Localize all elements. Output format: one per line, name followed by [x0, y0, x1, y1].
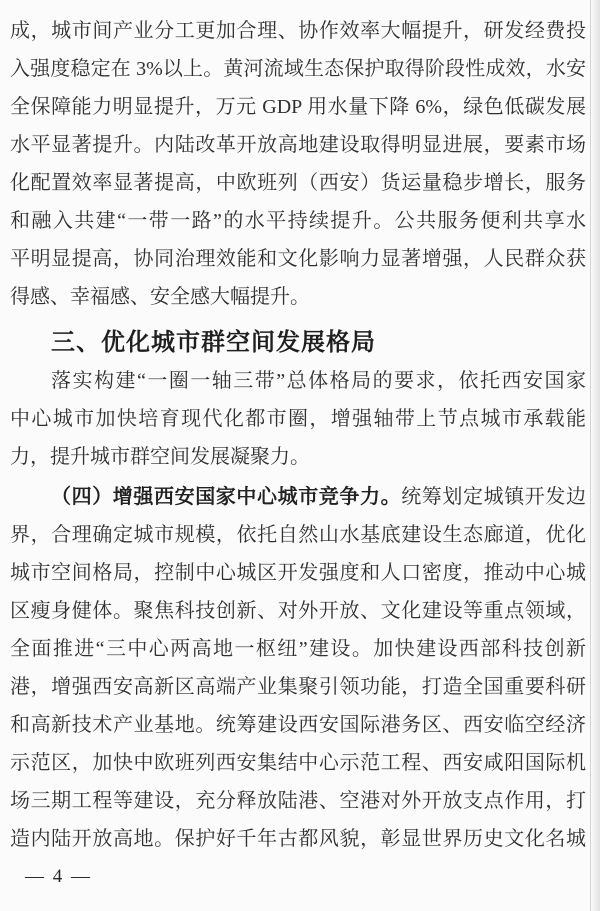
- p3-line-1-rest: 统筹划定城镇开发边: [401, 486, 586, 508]
- p3-line-4: 区瘦身健体。聚焦科技创新、对外开放、文化建设等重点领域，: [10, 600, 586, 622]
- p1-line-1: 成，城市间产业分工更加合理、协作效率大幅提升，研发经费投: [10, 20, 586, 42]
- p3-line-3: 城市空间格局，控制中心城区开发强度和人口密度，推动中心城: [10, 562, 586, 584]
- p2-line-1: 落实构建“一圈一轴三带”总体格局的要求，依托西安国家: [51, 370, 586, 392]
- p3-line-2: 界，合理确定城市规模，依托自然山水基底建设生态廊道，优化: [10, 524, 586, 546]
- p3-line-1: [10, 478, 586, 516]
- p3-line-5: 全面推进“三中心两高地一枢纽”建设。加快建设西部科技创新: [10, 638, 586, 660]
- p2-line-2: 中心城市加快培育现代化都市圈，增强轴带上节点城市承载能: [10, 408, 586, 430]
- p1-line-5: 化配置效率显著提高，中欧班列（西安）货运量稳步增长，服务: [10, 172, 586, 194]
- p1-line-3: 全保障能力明显提升，万元 GDP 用水量下降 6%，绿色低碳发展: [10, 96, 586, 118]
- p1-line-4: 水平显著提升。内陆改革开放高地建设取得明显进展，要素市场: [10, 134, 586, 156]
- section-heading: 三、优化城市群空间发展格局: [51, 329, 376, 356]
- p1-line-7: 平明显提高，协同治理效能和文化影响力显著增强，人民群众获: [10, 248, 586, 270]
- p1-line-8: 得感、幸福感、安全感大幅提升。: [10, 286, 310, 308]
- numbered-item-lead: （四）增强西安国家中心城市竞争力。: [51, 486, 402, 508]
- page-edge-shadow: [590, 0, 600, 911]
- p3-line-10: 造内陆开放高地。保护好千年古都风貌，彰显世界历史文化名城: [10, 828, 586, 850]
- p1-line-6: 和融入共建“一带一路”的水平持续提升。公共服务便利共享水: [10, 210, 586, 232]
- p3-line-7: 和高新技术产业基地。统筹建设西安国际港务区、西安临空经济: [10, 714, 586, 736]
- p3-line-6: 港，增强西安高新区高端产业集聚引领功能，打造全国重要科研: [10, 676, 586, 698]
- p3-line-8: 示范区，加快中欧班列西安集结中心示范工程、西安咸阳国际机: [10, 752, 586, 774]
- p2-line-3: 力，提升城市群空间发展凝聚力。: [10, 446, 310, 468]
- p3-line-9: 场三期工程等建设，充分释放陆港、空港对外开放支点作用，打: [10, 790, 586, 812]
- page-number: — 4 —: [25, 866, 92, 887]
- p1-line-2: 入强度稳定在 3%以上。黄河流域生态保护取得阶段性成效，水安: [10, 58, 586, 80]
